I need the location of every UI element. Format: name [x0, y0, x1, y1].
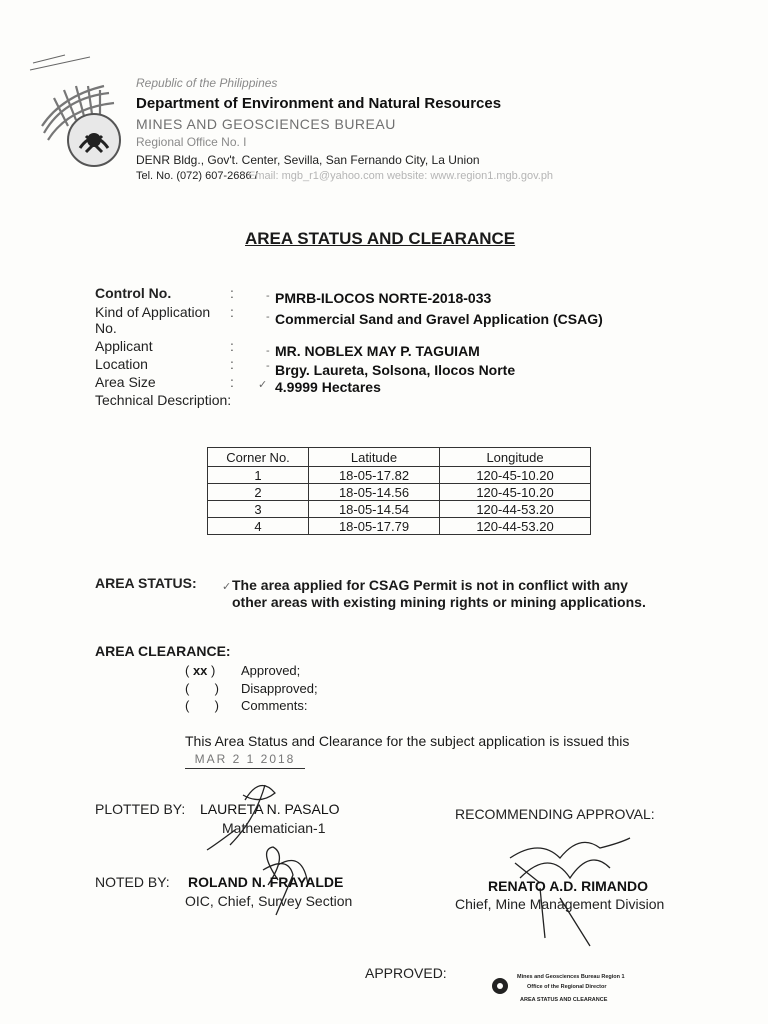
- area-clearance-label: AREA CLEARANCE:: [95, 643, 231, 659]
- longitude-cell: 120-44-53.20: [440, 501, 591, 518]
- noted-by-name: ROLAND N. FRAYALDE: [188, 874, 344, 890]
- check-mark: -: [266, 290, 270, 302]
- plotted-by-name: LAURETA N. PASALO: [200, 801, 340, 817]
- recommending-name: RENATO A.D. RIMANDO: [488, 878, 648, 894]
- area-size-label: Area Size: [95, 374, 156, 390]
- header-latitude: Latitude: [309, 448, 440, 467]
- stamp-line: AREA STATUS AND CLEARANCE: [520, 997, 608, 1003]
- table-row: [208, 467, 591, 484]
- colon: :: [230, 374, 234, 390]
- stamp-line: Mines and Geosciences Bureau Region 1: [517, 974, 625, 980]
- header-longitude: Longitude: [440, 448, 591, 467]
- corner-no-cell: 4: [208, 518, 309, 535]
- plotted-by-title: Mathematician-1: [222, 820, 326, 836]
- noted-by-title: OIC, Chief, Survey Section: [185, 893, 353, 909]
- colon: :: [230, 304, 234, 320]
- plotted-by-label: PLOTTED BY:: [95, 801, 186, 817]
- control-no-value: PMRB-ILOCOS NORTE-2018-033: [275, 290, 492, 306]
- clearance-mark: xx: [192, 663, 208, 678]
- recommending-approval-label: RECOMMENDING APPROVAL:: [455, 806, 655, 822]
- colon: :: [230, 285, 234, 301]
- table-row: [208, 501, 591, 518]
- bureau-seal-icon: [490, 976, 510, 996]
- check-mark: -: [266, 360, 270, 372]
- letterhead-department: Department of Environment and Natural Resources: [136, 95, 502, 112]
- document-title: AREA STATUS AND CLEARANCE: [245, 229, 516, 248]
- longitude-cell: 120-45-10.20: [440, 467, 591, 484]
- clearance-option-label: Disapproved;: [241, 681, 318, 696]
- clearance-option-approved: ( xx ) Approved;: [185, 663, 301, 678]
- scan-mark: [25, 35, 95, 75]
- letterhead-contact: Email: mgb_r1@yahoo.com website: www.region1.mgb.gov.ph: [248, 170, 554, 182]
- longitude-cell: 120-44-53.20: [440, 518, 591, 535]
- table-header-row: [208, 448, 591, 467]
- control-no-label: Control No.: [95, 285, 172, 301]
- applicant-label: Applicant: [95, 338, 153, 354]
- stamp-line: Office of the Regional Director: [527, 984, 607, 990]
- table-row: [208, 484, 591, 501]
- denr-mgb-seal-icon: [34, 78, 130, 174]
- coordinates-table: [207, 447, 591, 535]
- corner-no-cell: 3: [208, 501, 309, 518]
- date-stamp: MAR 2 1 2018: [185, 751, 305, 769]
- letterhead-address: DENR Bldg., Gov't. Center, Sevilla, San Fernando City, La Union: [136, 153, 480, 167]
- table-row: [208, 518, 591, 535]
- colon: :: [230, 356, 234, 372]
- letterhead-bureau: MINES AND GEOSCIENCES BUREAU: [136, 116, 396, 132]
- technical-description-label: Technical Description:: [95, 392, 232, 408]
- latitude-cell: 18-05-17.82: [309, 467, 440, 484]
- clearance-option-label: Approved;: [241, 663, 301, 678]
- location-value: Brgy. Laureta, Solsona, Ilocos Norte: [275, 362, 516, 378]
- latitude-cell: 18-05-14.56: [309, 484, 440, 501]
- approved-label: APPROVED:: [365, 965, 447, 981]
- clearance-option-comments: ( ) Comments:: [185, 698, 308, 713]
- applicant-value: MR. NOBLEX MAY P. TAGUIAM: [275, 343, 480, 359]
- issued-text: This Area Status and Clearance for the subject application is issued this: [185, 733, 630, 749]
- clearance-option-label: Comments:: [241, 698, 308, 713]
- colon: :: [230, 338, 234, 354]
- clearance-option-disapproved: ( ) Disapproved;: [185, 681, 318, 696]
- kind-value: Commercial Sand and Gravel Application (CSAG): [275, 311, 603, 327]
- letterhead-tel: Tel. No. (072) 607-2686 /: [136, 170, 258, 182]
- area-size-value: 4.9999 Hectares: [275, 379, 381, 395]
- latitude-cell: 18-05-17.79: [309, 518, 440, 535]
- longitude-cell: 120-45-10.20: [440, 484, 591, 501]
- check-mark: ✓: [258, 379, 268, 391]
- check-mark: -: [266, 311, 270, 323]
- corner-no-cell: 1: [208, 467, 309, 484]
- kind-label: Kind of Application: [95, 304, 211, 320]
- area-status-label: AREA STATUS:: [95, 575, 197, 591]
- letterhead-regional-office: Regional Office No. I: [136, 135, 247, 149]
- check-mark: ✓: [222, 581, 232, 593]
- recommending-title: Chief, Mine Management Division: [455, 896, 665, 912]
- area-status-text: The area applied for CSAG Permit is not in conflict with any other areas with existing mining rights or mining applications.: [232, 577, 646, 610]
- noted-by-label: NOTED BY:: [95, 874, 170, 890]
- issued-statement: [185, 733, 670, 769]
- location-label: Location: [95, 356, 148, 372]
- kind-label-no: No.: [95, 320, 117, 336]
- corner-no-cell: 2: [208, 484, 309, 501]
- check-mark: -: [266, 345, 270, 357]
- header-corner-no: Corner No.: [208, 448, 309, 467]
- letterhead-republic: Republic of the Philippines: [136, 76, 278, 90]
- latitude-cell: 18-05-14.54: [309, 501, 440, 518]
